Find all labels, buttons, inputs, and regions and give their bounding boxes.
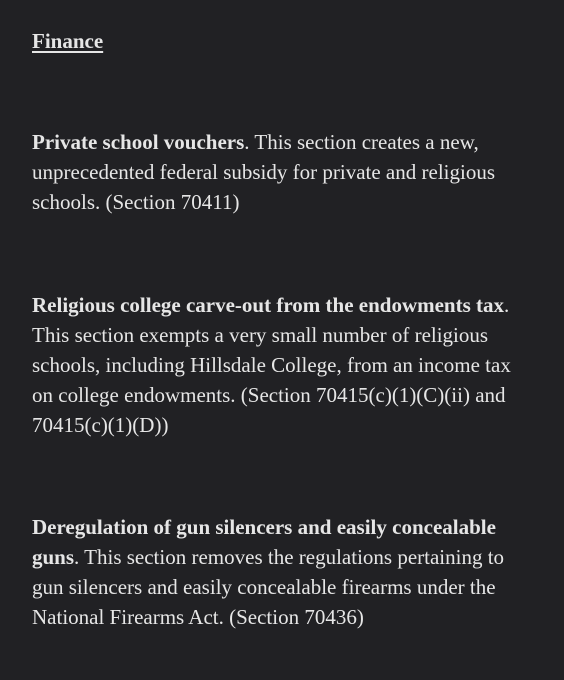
provision-body: . This section removes the regulations pertaining to gun silencers and easily concealable firearms under the National Firearms Act. (Section 70436) (32, 545, 505, 629)
document-page (32, 26, 537, 629)
provision-body: . This section exempts a very small number of religious schools, including Hillsdale College, from an income tax on college endowments. (Section 70415(c)(1)(C)(ii) and 70415(c)(1)(D)) (32, 293, 511, 437)
section-heading: Finance (32, 29, 104, 53)
provision-title: Religious college carve-out from the endowments tax (32, 293, 505, 317)
provision-item (32, 127, 537, 217)
provision-item (32, 512, 537, 632)
provision-title: Private school vouchers (32, 130, 245, 154)
provision-title: Deregulation of gun silencers and easily concealable guns (32, 515, 496, 569)
provision-body: . This section creates a new, unprecedented federal subsidy for private and religious schools. (Section 70411) (32, 130, 495, 214)
provision-item (32, 290, 537, 440)
